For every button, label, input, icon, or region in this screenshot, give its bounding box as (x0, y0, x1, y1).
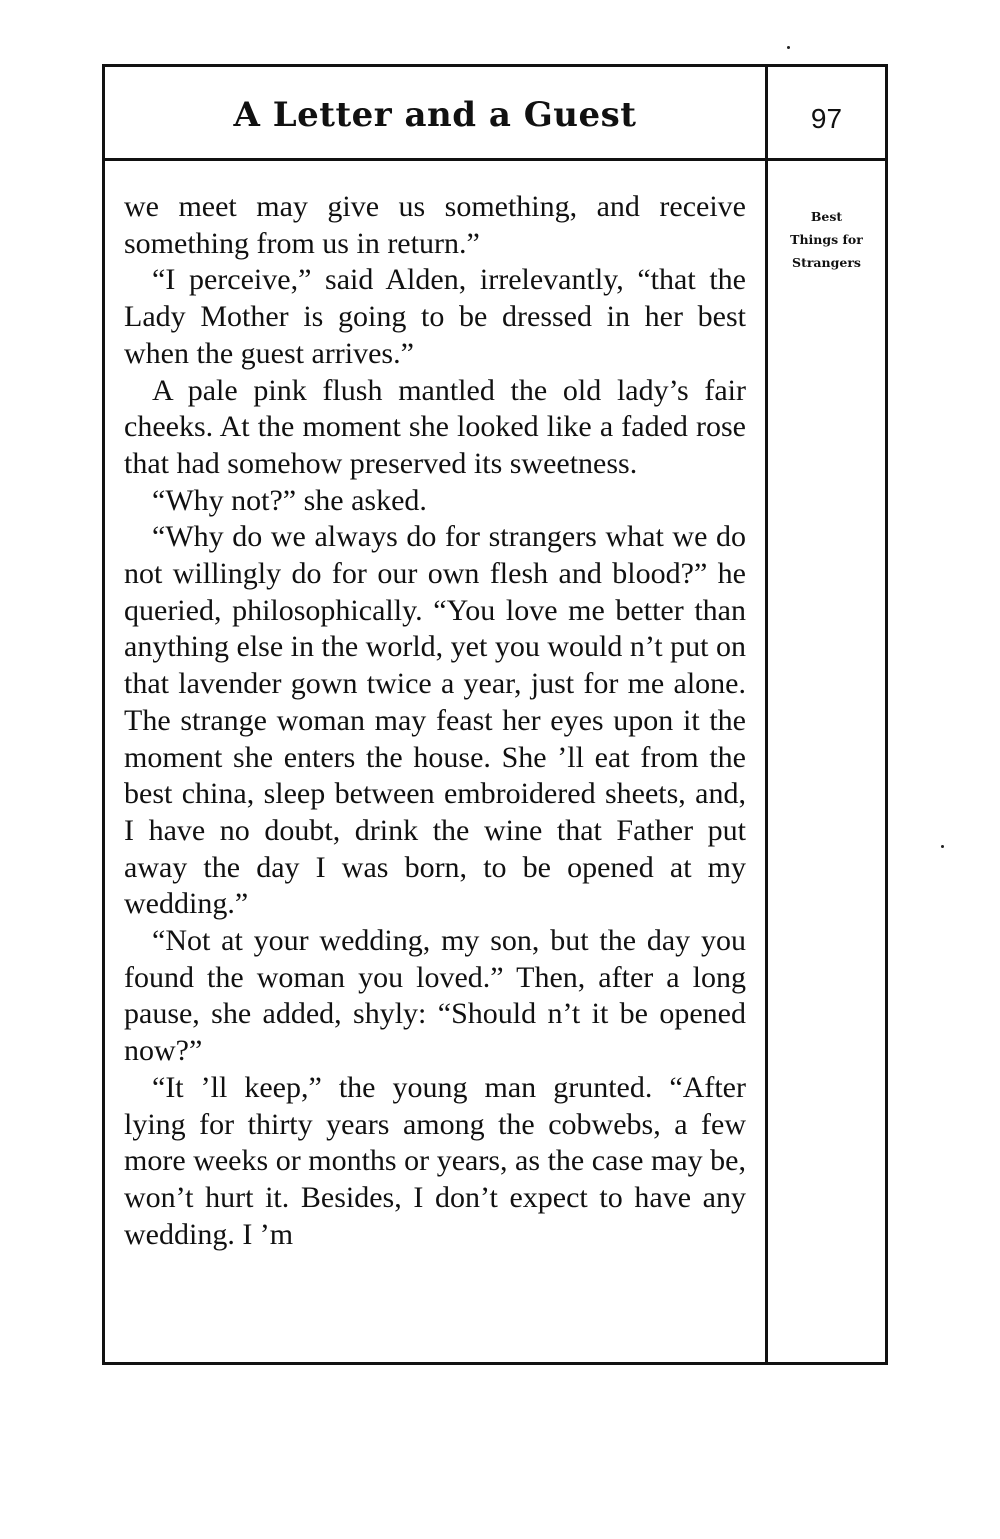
paragraph: we meet may give us something, and receive something from us in return.” (124, 190, 746, 260)
paragraph: “It ’ll keep,” the young man grunted. “After lying for thirty years among the cobwebs, a few more weeks or months or years, as the case may be, won’t hurt it. Besides, I don’t expect to have any wedding. I ’m (124, 1070, 746, 1251)
paragraph: “Why not?” she asked. (152, 483, 427, 517)
margin-note-line: Strangers (792, 255, 861, 270)
margin-note (768, 205, 885, 274)
paragraph: A pale pink flush mantled the old lady’s fair cheeks. At the moment she looked like a faded rose that had somehow preserved its sweetness. (124, 373, 746, 480)
paragraph: “I perceive,” said Alden, irrelevantly, “that the Lady Mother is going to be dressed in her best when the guest arrives.” (124, 263, 746, 370)
page-frame (102, 64, 888, 1365)
margin-note-line: Best (810, 209, 843, 224)
page-number: 97 (810, 103, 843, 134)
paragraph: “Not at your wedding, my son, but the day you found the woman you loved.” Then, after a long pause, she added, shyly: “Should n’t it be opened now?” (124, 924, 746, 1068)
header-rule (105, 158, 885, 161)
paragraph: “Why do we always do for strangers what we do not willingly do for our own flesh and blood?” he queried, philosophically. “You love me better than anything else in the world, yet you would n’t put on that lavender gown twice a year, just for me alone. The strange woman may feast her eyes upon it the moment she enters the house. She ’ll eat from the best china, sleep between embroidered sheets, and, I have no doubt, drink the wine that Father put away the day I was born, to be opened at my wedding.” (124, 520, 746, 921)
margin-note-line: Things for (790, 232, 863, 247)
print-speck (787, 46, 790, 49)
running-title: A Letter and a Guest (233, 95, 637, 135)
print-speck (941, 845, 944, 848)
body-text (124, 189, 746, 1253)
